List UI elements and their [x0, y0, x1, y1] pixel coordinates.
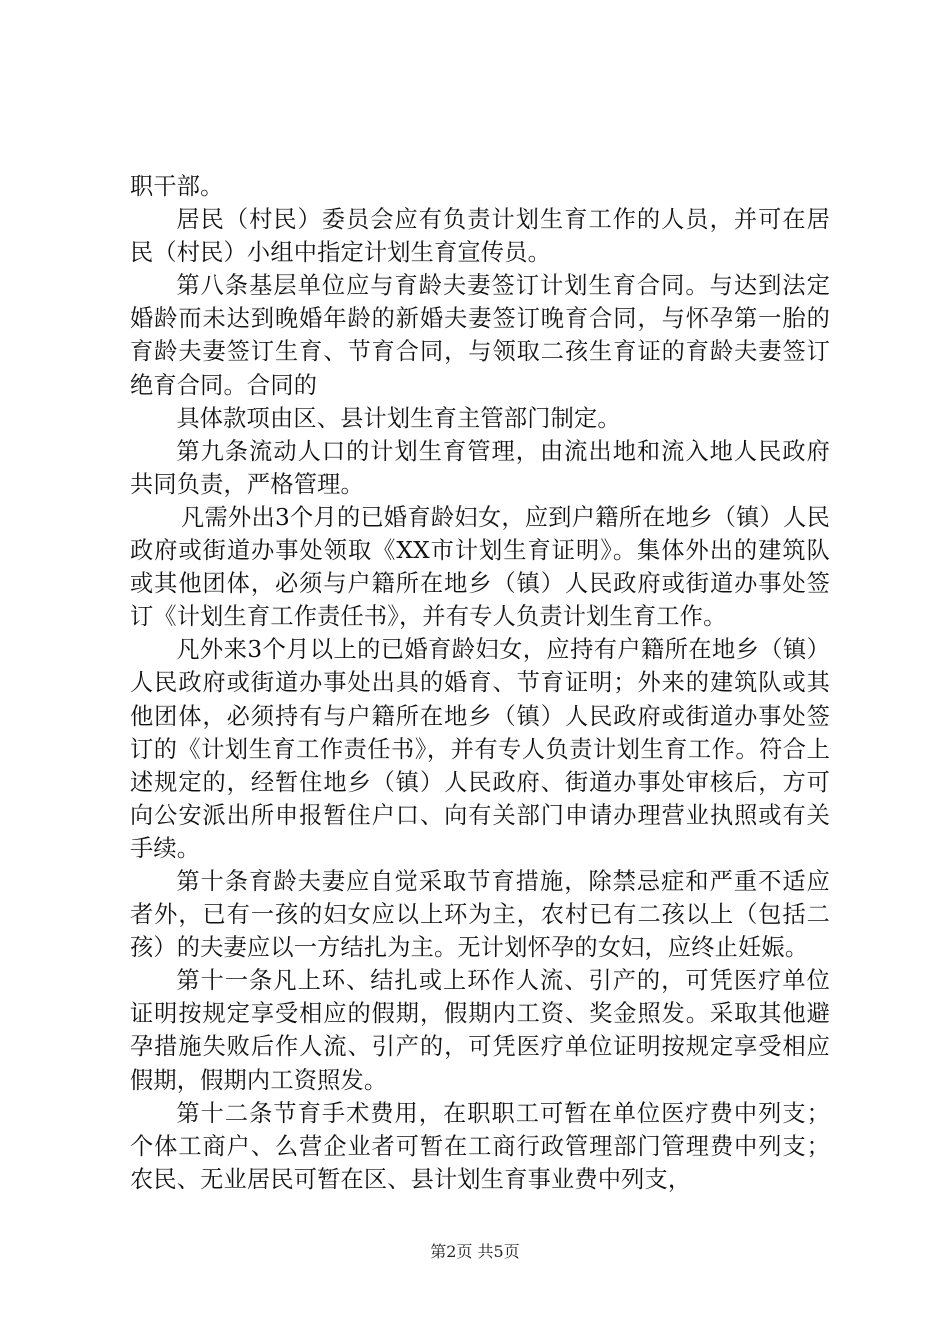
- paragraph-10: 第十二条节育手术费用，在职职工可暂在单位医疗费中列支；个体工商户、么营企业者可暂在工商行政管理部门管理费中列支；农民、无业居民可暂在区、县计划生育事业费中列支，: [130, 1099, 830, 1193]
- paragraph-7: 凡外来3个月以上的已婚育龄妇女，应持有户籍所在地乡（镇）人民政府或街道办事处出具的婚育、节育证明；外来的建筑队或其他团体，必须持有与户籍所在地乡（镇）人民政府或街道办事处签订的《计划生育工作责任书》，并有专人负责计划生育工作。符合上述规定的，经暂住地乡（镇）人民政府、街道办事处审核后，方可向公安派出所申报暂住户口、向有关部门申请办理营业执照或有关手续。: [130, 636, 830, 862]
- paragraph-2: 居民（村民）委员会应有负责计划生育工作的人员，并可在居民（村民）小组中指定计划生育宣传员。: [130, 206, 830, 267]
- paragraph-1: 职干部。: [130, 173, 224, 200]
- paragraph-8: 第十条育龄夫妻应自觉采取节育措施，除禁忌症和严重不适应者外，已有一孩的妇女应以上环为主，农村已有二孩以上（包括二孩）的夫妻应以一方结扎为主。无计划怀孕的女妇，应终止妊娠。: [130, 867, 830, 962]
- paragraph-9: 第十一条凡上环、结扎或上环作人流、引产的，可凭医疗单位证明按规定享受相应的假期，假期内工资、奖金照发。采取其他避孕措施失败后作人流、引产的，可凭医疗单位证明按规定享受相应假期，假期内工资照发。: [130, 967, 830, 1094]
- paragraph-3: 第八条基层单位应与育龄夫妻签订计划生育合同。与达到法定婚龄而未达到晚婚年龄的新婚夫妻签订晚育合同，与怀孕第一胎的育龄夫妻签订生育、节育合同，与领取二孩生育证的育龄夫妻签订绝育合同。合同的: [130, 272, 830, 399]
- page-footer: [0, 1242, 950, 1262]
- paragraph-5: 第九条流动人口的计划生育管理，由流出地和流入地人民政府共同负责，严格管理。: [130, 437, 830, 498]
- paragraph-6: 凡需外出3个月的已婚育龄妇女，应到户籍所在地乡（镇）人民政府或街道办事处领取《XX市计划生育证明》。集体外出的建筑队或其他团体，必须与户籍所在地乡（镇）人民政府或街道办事处签订《计划生育工作责任书》，并有专人负责计划生育工作。: [130, 503, 830, 631]
- page-number-label: 第2页 共5页: [430, 1242, 520, 1261]
- paragraph-4: 具体款项由区、县计划生育主管部门制定。: [176, 404, 621, 432]
- document-body: [130, 170, 830, 1196]
